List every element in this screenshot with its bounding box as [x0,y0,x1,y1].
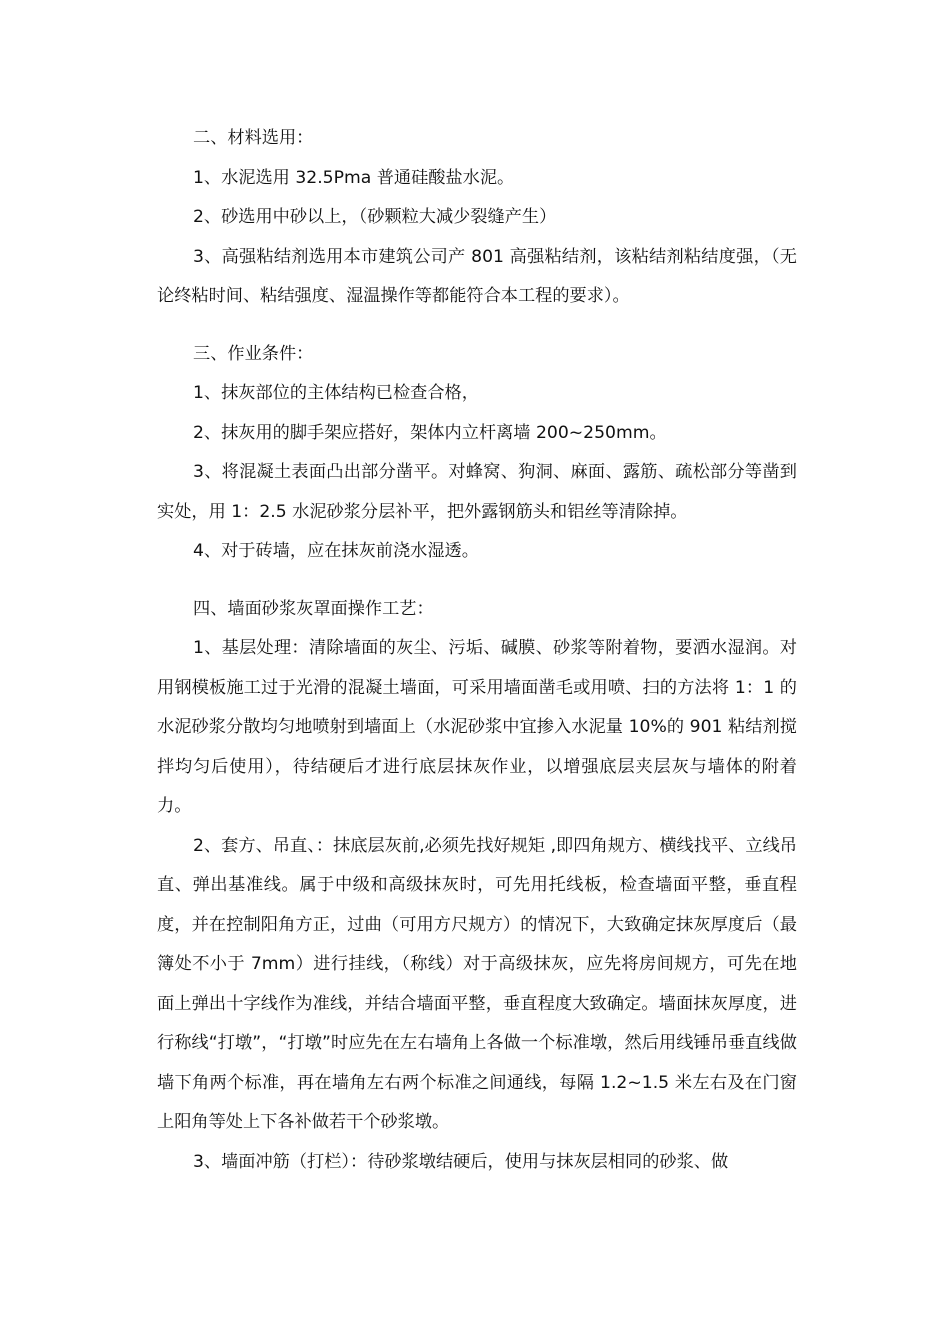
paragraph: 1、水泥选用 32.5Pma 普通硅酸盐水泥。 [193,167,515,188]
paragraph: 2、砂选用中砂以上，（砂颗粒大减少裂缝产生） [193,207,557,227]
paragraph: 1、抹灰部位的主体结构已检查合格， [193,383,479,403]
section-heading: 三、作业条件： [193,343,314,364]
section-heading: 二、材料选用： [193,128,314,148]
section-heading: 四、墙面砂浆灰罩面操作工艺： [193,598,434,619]
paragraph: 1、基层处理：清除墙面的灰尘、污垢、碱膜、砂浆等附着物，要洒水湿润。对用钢模板施工过于光滑的混凝土墙面，可采用墙面凿毛或用喷、扫的方法将 1：1 的水泥砂浆分散均匀地喷射到墙面上（水泥砂浆中宜掺入水泥量 10%的 901 粘结剂搅拌均匀后使用），待结硬后才进行底层抹灰作业，以增强底层夹层灰与墙体的附着力。 [157,638,797,816]
paragraph: 3、将混凝土表面凸出部分凿平。对蜂窝、狗洞、麻面、露筋、疏松部分等凿到实处，用 1：2.5 水泥砂浆分层补平，把外露钢筋头和铝丝等清除掉。 [157,462,797,522]
paragraph: 3、高强粘结剂选用本市建筑公司产 801 高强粘结剂，该粘结剂粘结度强，（无论终粘时间、粘结强度、湿温操作等都能符合本工程的要求）。 [157,246,797,306]
section-spacer [157,572,797,590]
paragraph: 2、抹灰用的脚手架应搭好，架体内立杆离墙 200~250mm。 [193,422,667,443]
paragraph: 4、对于砖墙，应在抹灰前浇水湿透。 [193,541,479,561]
paragraph: 3、墙面冲筋（打栏）：待砂浆墩结硬后，使用与抹灰层相同的砂浆、做 [193,1151,729,1172]
document-body [157,119,797,1182]
paragraph: 2、套方、吊直、：抹底层灰前,必须先找好规矩 ,即四角规方、横线找平、立线吊直、弹出基准线。属于中级和高级抹灰时，可先用托线板，检查墙面平整，垂直程度，并在控制阳角方正，过曲（可用方尺规方）的情况下，大致确定抹灰厚度后（最簿处不小于 7mm）进行挂线，（称线）对于高级抹灰，应先将房间规方，可先在地面上弹出十字线作为准线，并结合墙面平整，垂直程度大致确定。墙面抹灰厚度，进行称线“打墩”，“打墩”时应先在左右墙角上各做一个标准墩，然后用线锤吊垂直线做墙下角两个标准，再在墙角左右两个标准之间通线，每隔 1.2~1.5 米左右及在门窗上阳角等处上下各补做若干个砂浆墩。 [157,835,797,1132]
section-spacer [157,317,797,335]
